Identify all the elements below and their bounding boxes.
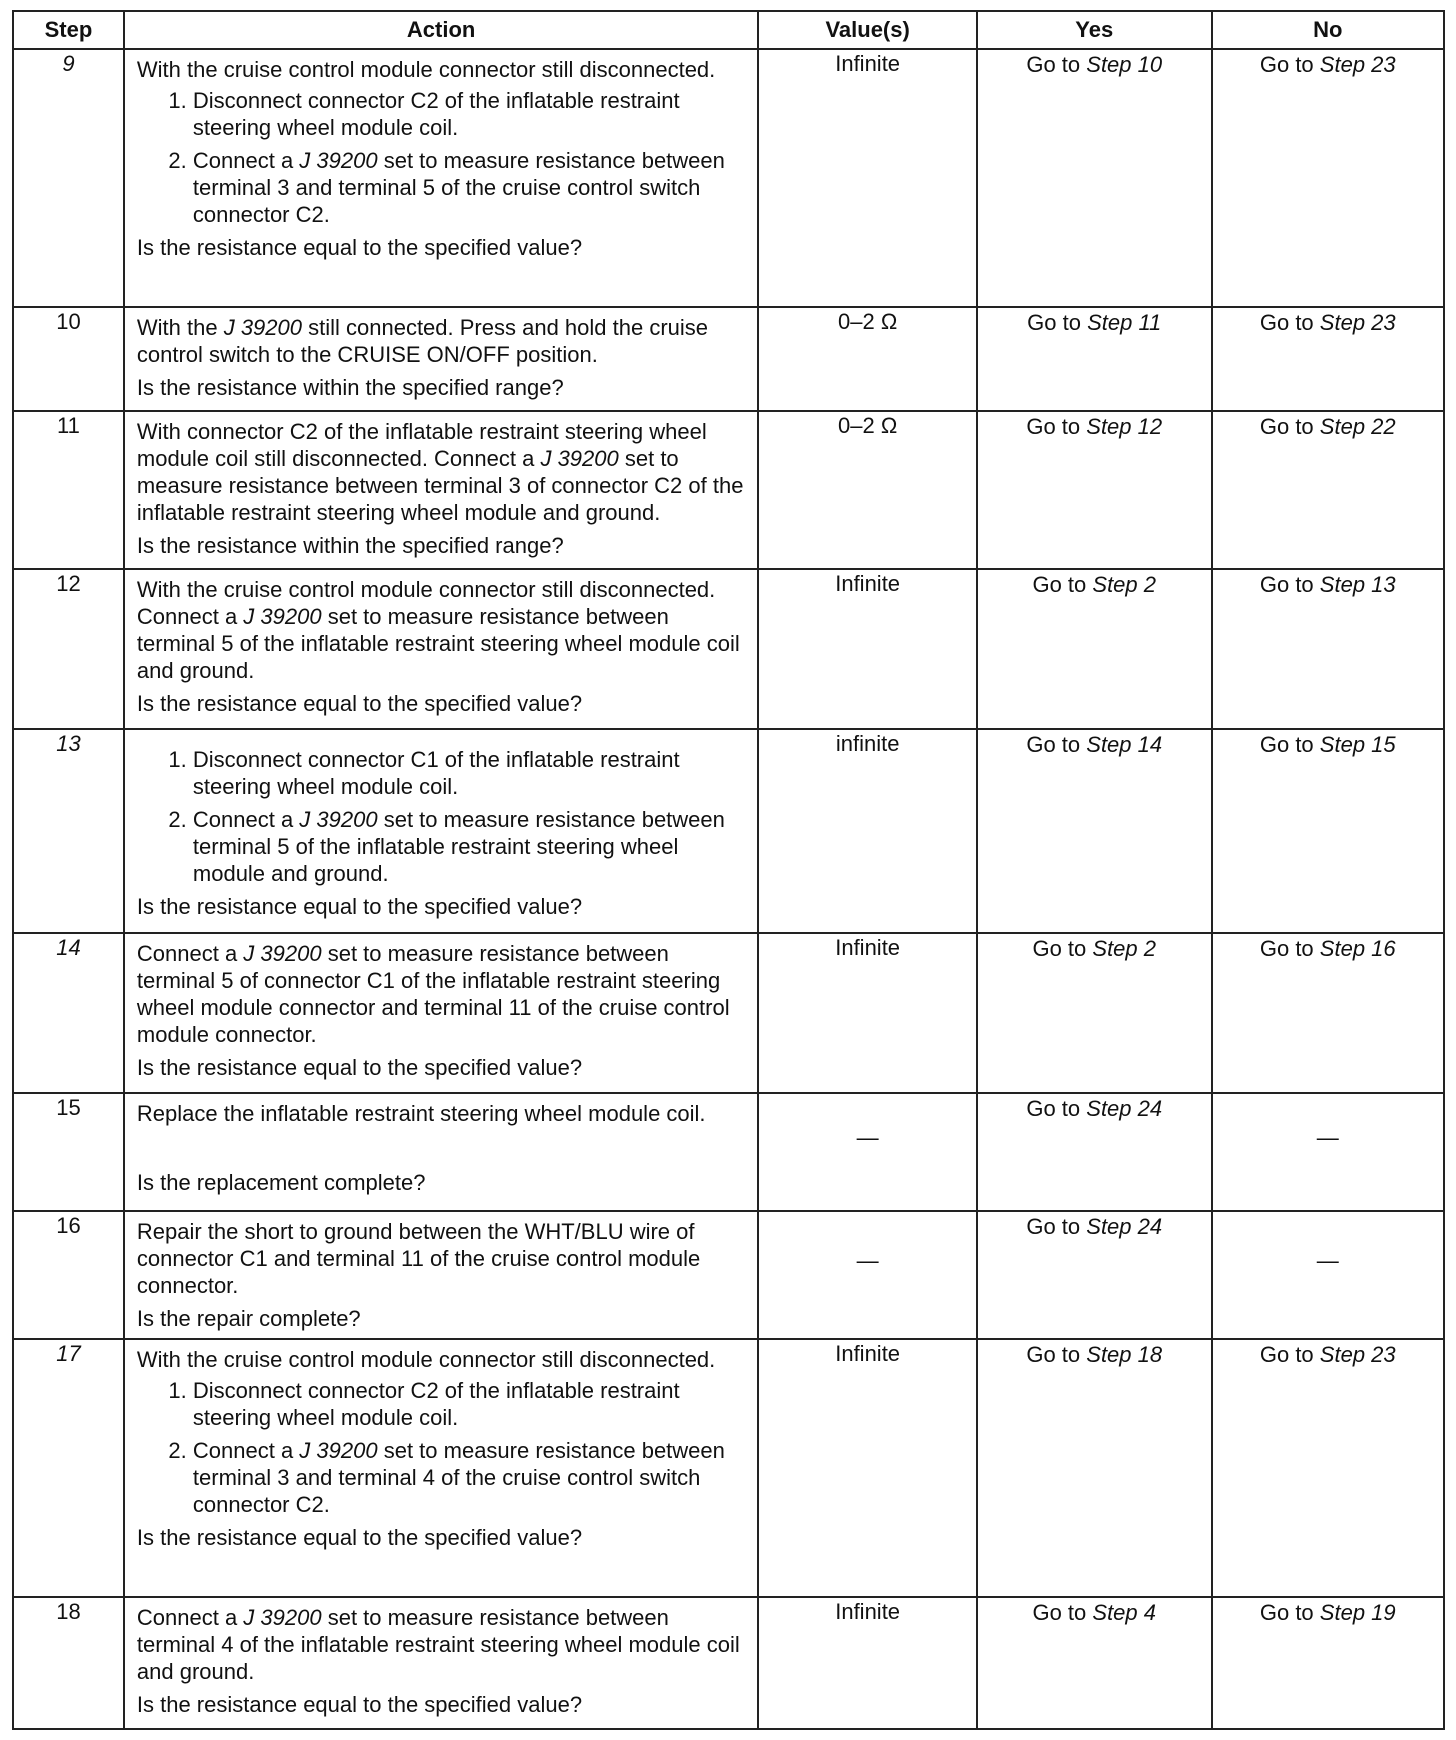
- value-cell: 0–2 Ω: [758, 307, 977, 411]
- action-intro: With the cruise control module connector still disconnected.: [136, 1347, 716, 1372]
- value-cell: —: [758, 1211, 977, 1339]
- no-cell: —: [1212, 1093, 1444, 1211]
- no-cell: Go to Step 16: [1212, 933, 1444, 1093]
- action-question: Is the resistance equal to the specified value?: [136, 235, 583, 260]
- table-row: [13, 1339, 1444, 1597]
- yes-step-link: Step 10: [1086, 52, 1163, 77]
- value-cell: Infinite: [758, 933, 977, 1093]
- value-cell: Infinite: [758, 1339, 977, 1597]
- no-cell: Go to Step 23: [1212, 49, 1444, 307]
- table-row: [13, 569, 1444, 729]
- no-cell: Go to Step 23: [1212, 1339, 1444, 1597]
- action-question: Is the resistance within the specified range?: [136, 533, 564, 558]
- action-cell: [124, 933, 758, 1093]
- step-number: 18: [13, 1597, 124, 1729]
- yes-cell: Go to Step 12: [977, 411, 1212, 569]
- no-cell: Go to Step 19: [1212, 1597, 1444, 1729]
- action-intro: With connector C2 of the inflatable restraint steering wheel module coil still disconnected. Connect a J 39200 set to measure resistance between terminal 3 of connector C2 of the inflatable restraint steering wheel module and ground.: [136, 419, 744, 525]
- table-row: [13, 307, 1444, 411]
- action-intro: Connect a J 39200 set to measure resistance between terminal 5 of connector C1 of the inflatable restraint steering wheel module connector and terminal 11 of the cruise control module connector.: [136, 941, 730, 1047]
- yes-cell: Go to Step 2: [977, 933, 1212, 1093]
- action-intro: Repair the short to ground between the WHT/BLU wire of connector C1 and terminal 11 of the cruise control module connector.: [136, 1219, 701, 1298]
- table-row: [13, 1093, 1444, 1211]
- step-number: 16: [13, 1211, 124, 1339]
- yes-cell: Go to Step 4: [977, 1597, 1212, 1729]
- action-question: Is the resistance equal to the specified value?: [136, 691, 583, 716]
- no-cell: Go to Step 23: [1212, 307, 1444, 411]
- action-cell: [124, 569, 758, 729]
- action-cell: [124, 49, 758, 307]
- action-step-item: 2. Connect a J 39200 set to measure resistance between terminal 3 and terminal 5 of the cruise control switch connector C2.: [193, 147, 745, 228]
- table-row: [13, 49, 1444, 307]
- action-steps: [137, 1377, 745, 1518]
- action-question: Is the repair complete?: [136, 1306, 361, 1331]
- no-cell: Go to Step 22: [1212, 411, 1444, 569]
- action-intro: Connect a J 39200 set to measure resistance between terminal 4 of the inflatable restraint steering wheel module coil and ground.: [136, 1605, 740, 1684]
- action-cell: [124, 1211, 758, 1339]
- action-question: Is the resistance equal to the specified value?: [136, 1692, 583, 1717]
- table-row: [13, 411, 1444, 569]
- action-intro: With the cruise control module connector still disconnected. Connect a J 39200 set to measure resistance between terminal 5 of the inflatable restraint steering wheel module coil and ground.: [136, 577, 740, 683]
- header-action: Action: [124, 11, 758, 49]
- action-question: Is the resistance equal to the specified value?: [136, 894, 583, 919]
- table-row: [13, 729, 1444, 933]
- header-step: Step: [13, 11, 124, 49]
- yes-cell: Go to Step 24: [977, 1093, 1212, 1211]
- value-cell: Infinite: [758, 1597, 977, 1729]
- yes-cell: Go to Step 18: [977, 1339, 1212, 1597]
- action-intro: With the cruise control module connector still disconnected.: [136, 57, 716, 82]
- action-intro: Replace the inflatable restraint steering wheel module coil.: [136, 1101, 706, 1126]
- header-no: No: [1212, 11, 1444, 49]
- header-row: [13, 11, 1444, 49]
- table-row: [13, 933, 1444, 1093]
- action-step-item: 1. Disconnect connector C1 of the inflatable restraint steering wheel module coil.: [193, 746, 745, 800]
- step-number: 17: [13, 1339, 124, 1597]
- action-question: Is the replacement complete?: [136, 1170, 426, 1195]
- action-question: Is the resistance equal to the specified value?: [136, 1525, 583, 1550]
- header-yes: Yes: [977, 11, 1212, 49]
- step-number: 13: [13, 729, 124, 933]
- no-cell: Go to Step 15: [1212, 729, 1444, 933]
- yes-cell: Go to Step 2: [977, 569, 1212, 729]
- no-cell: Go to Step 13: [1212, 569, 1444, 729]
- action-step-item: 1. Disconnect connector C2 of the inflatable restraint steering wheel module coil.: [193, 87, 745, 141]
- value-cell: 0–2 Ω: [758, 411, 977, 569]
- action-cell: [124, 1093, 758, 1211]
- action-intro: With the J 39200 still connected. Press and hold the cruise control switch to the CRUISE ON/OFF position.: [136, 315, 709, 367]
- action-cell: [124, 411, 758, 569]
- diagnostic-table: [12, 10, 1445, 1730]
- header-values: Value(s): [758, 11, 977, 49]
- table-row: [13, 1597, 1444, 1729]
- action-cell: [124, 729, 758, 933]
- action-step-item: 2. Connect a J 39200 set to measure resistance between terminal 3 and terminal 4 of the cruise control switch connector C2.: [193, 1437, 745, 1518]
- no-step-link: Step 23: [1319, 52, 1396, 77]
- step-number: 9: [13, 49, 124, 307]
- yes-cell: Go to Step 10: [977, 49, 1212, 307]
- yes-cell: Go to Step 11: [977, 307, 1212, 411]
- yes-cell: Go to Step 24: [977, 1211, 1212, 1339]
- action-cell: [124, 1339, 758, 1597]
- step-number: 11: [13, 411, 124, 569]
- action-question: Is the resistance within the specified range?: [136, 375, 564, 400]
- step-number: 14: [13, 933, 124, 1093]
- action-steps: [137, 746, 745, 887]
- action-question: Is the resistance equal to the specified value?: [136, 1055, 583, 1080]
- action-cell: [124, 307, 758, 411]
- value-cell: —: [758, 1093, 977, 1211]
- step-number: 15: [13, 1093, 124, 1211]
- action-steps: [137, 87, 745, 228]
- action-step-item: 2. Connect a J 39200 set to measure resistance between terminal 5 of the inflatable restraint steering wheel module and ground.: [193, 806, 745, 887]
- action-cell: [124, 1597, 758, 1729]
- action-step-item: 1. Disconnect connector C2 of the inflatable restraint steering wheel module coil.: [193, 1377, 745, 1431]
- no-cell: —: [1212, 1211, 1444, 1339]
- table-row: [13, 1211, 1444, 1339]
- value-cell: infinite: [758, 729, 977, 933]
- step-number: 10: [13, 307, 124, 411]
- yes-cell: Go to Step 14: [977, 729, 1212, 933]
- value-cell: Infinite: [758, 569, 977, 729]
- step-number: 12: [13, 569, 124, 729]
- value-cell: Infinite: [758, 49, 977, 307]
